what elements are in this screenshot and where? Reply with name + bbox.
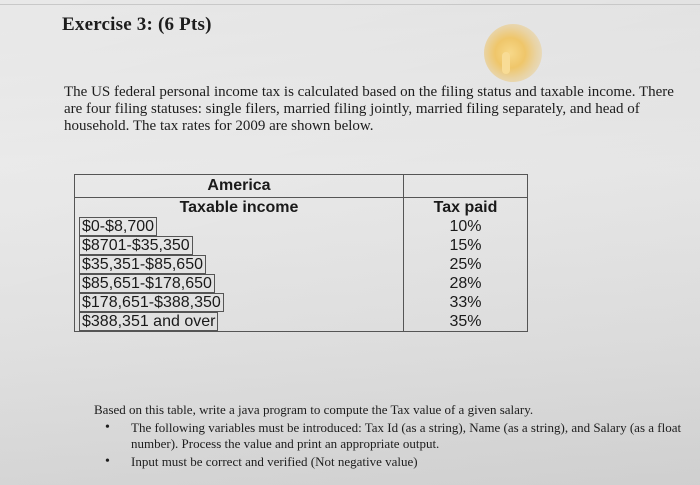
table-header-row (75, 198, 528, 218)
income-cell (75, 293, 404, 312)
requirement-list (94, 420, 684, 470)
income-value: $85,651-$178,650 (79, 274, 215, 293)
table-row (75, 312, 528, 332)
tax-cell: 25% (404, 255, 528, 274)
table-row (75, 293, 528, 312)
light-glare (484, 24, 542, 82)
requirement-item: • The following variables must be introduced: Tax Id (as a string), Name (as a string), and Salary (as a float number). Process the value and print an appropriate output. (131, 420, 684, 452)
table-row (75, 217, 528, 236)
income-value: $8701-$35,350 (79, 236, 193, 255)
income-value: $388,351 and over (79, 312, 218, 331)
exercise-title: Exercise 3: (6 Pts) (62, 14, 212, 35)
income-cell (75, 274, 404, 293)
table-row (75, 236, 528, 255)
income-cell (75, 255, 404, 274)
table-country: America (75, 175, 404, 198)
table-country-row (75, 175, 528, 198)
column-header-income: Taxable income (75, 198, 404, 218)
table-blank-cell (404, 175, 528, 198)
task-section (94, 402, 684, 472)
page-edge-line (0, 4, 700, 5)
income-value: $178,651-$388,350 (79, 293, 224, 312)
income-value: $0-$8,700 (79, 217, 157, 236)
tax-rate-table (74, 174, 528, 332)
tax-cell: 15% (404, 236, 528, 255)
task-lead: Based on this table, write a java program to compute the Tax value of a given salary. (94, 402, 534, 417)
tax-cell: 35% (404, 312, 528, 332)
income-cell (75, 312, 404, 332)
income-cell (75, 236, 404, 255)
intro-paragraph: The US federal personal income tax is calculated based on the filing status and taxable income. There are four filing statuses: single filers, married filing jointly, married filing separately, and head of household. The tax rates for 2009 are shown below. (64, 84, 674, 134)
income-cell (75, 217, 404, 236)
light-glare-core (502, 52, 510, 74)
column-header-tax: Tax paid (404, 198, 528, 218)
tax-cell: 33% (404, 293, 528, 312)
income-value: $35,351-$85,650 (79, 255, 206, 274)
tax-cell: 28% (404, 274, 528, 293)
requirement-item: • Input must be correct and verified (Not negative value) (131, 454, 684, 470)
table-row (75, 255, 528, 274)
table-row (75, 274, 528, 293)
tax-cell: 10% (404, 217, 528, 236)
